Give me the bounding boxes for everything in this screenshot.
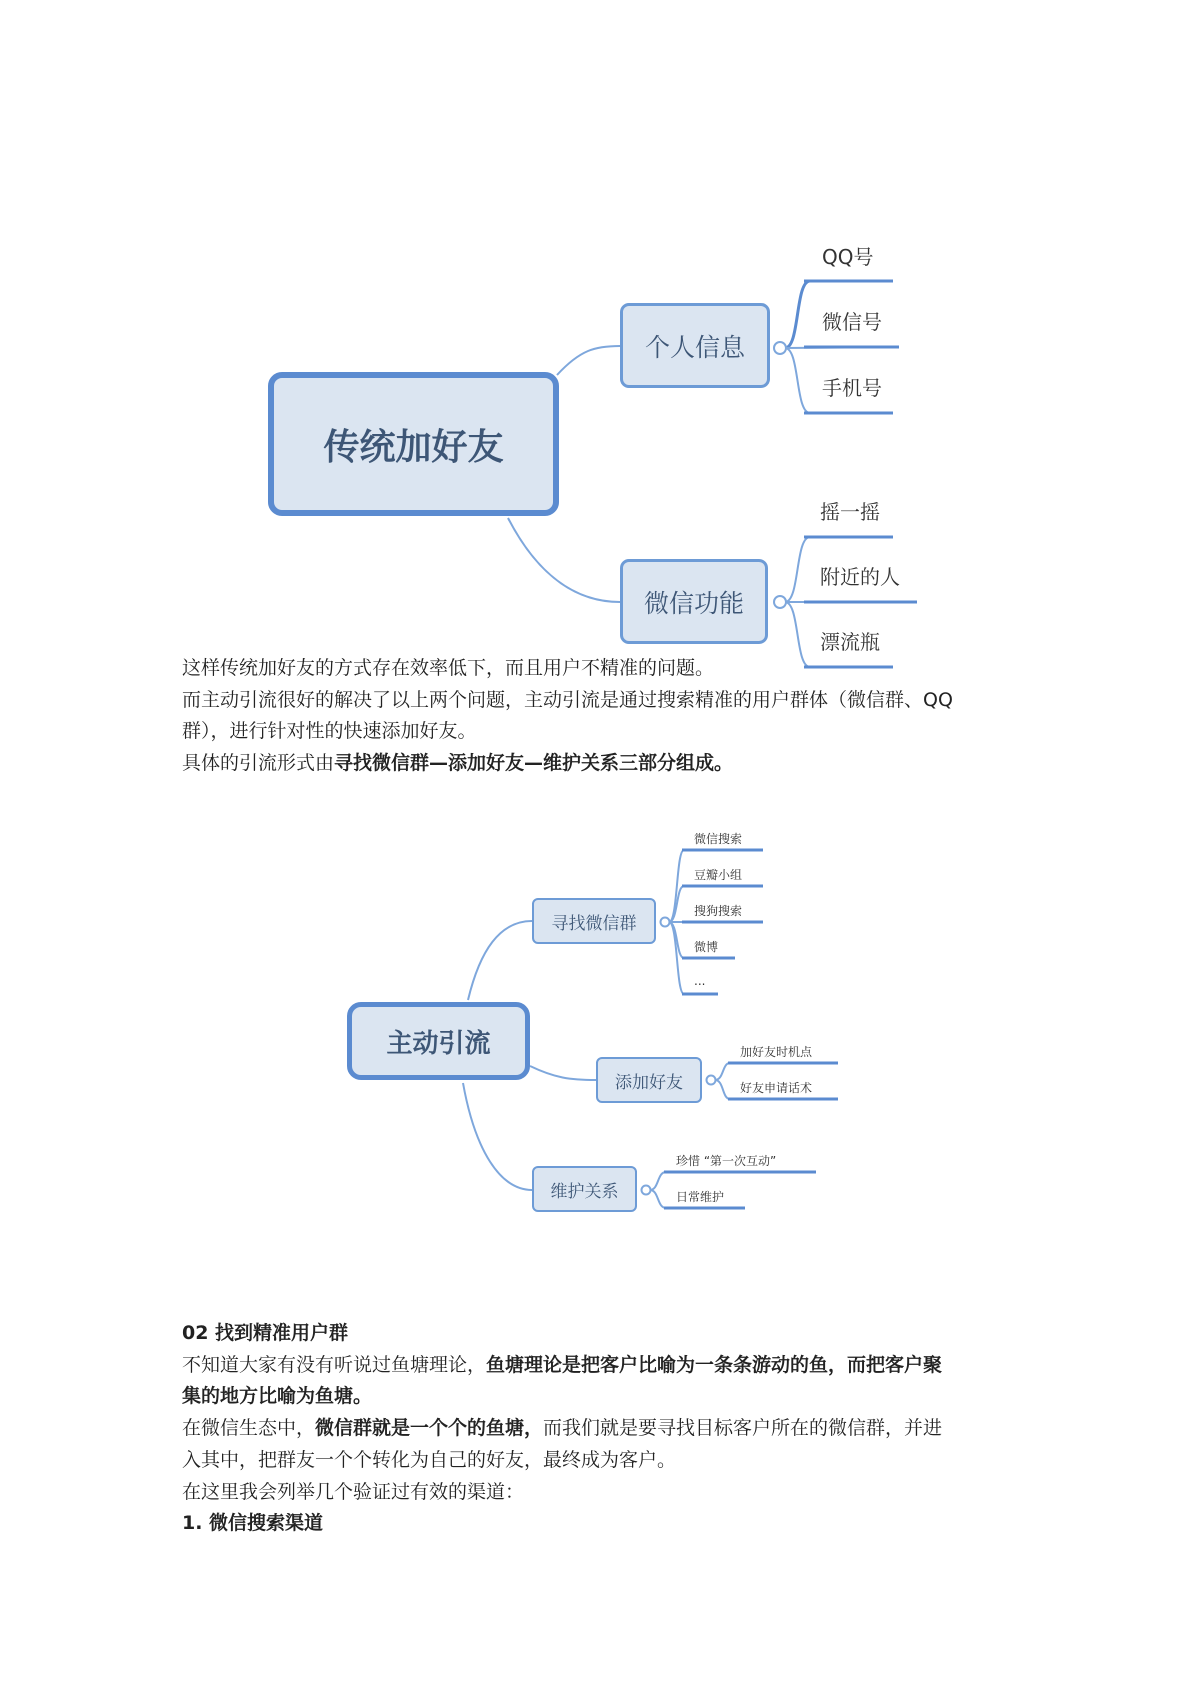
mindmap2-root: 主动引流: [347, 1002, 530, 1080]
mindmap1-root: 传统加好友: [268, 372, 559, 516]
mindmap1-leaf: 微信号: [822, 310, 882, 334]
paragraph-line: [182, 752, 733, 774]
text: 而主动引流很好的解决了以上两个问题，主动引流是通过搜索精准的用户群体（微信群、QQ: [182, 688, 953, 711]
bold-text: 鱼塘理论是把客户比喻为一条条游动的鱼，而把客户聚: [486, 1353, 943, 1376]
text: 群），进行针对性的快速添加好友。: [182, 720, 477, 743]
mindmap2-branch-add-friends: 添加好友: [596, 1057, 702, 1103]
text: 具体的引流形式由: [182, 752, 335, 775]
paragraph-line: [182, 1512, 323, 1534]
mindmap2-leaf: 微信搜索: [694, 832, 743, 846]
paragraph-line: [182, 1354, 942, 1376]
mindmap2-leaf: 微博: [694, 940, 719, 954]
text: 在这里我会列举几个验证过有效的渠道：: [182, 1480, 525, 1503]
paragraph-line: [182, 657, 714, 679]
paragraph-line: [182, 1417, 942, 1439]
mindmap1-leaf: 漂流瓶: [820, 630, 880, 654]
mindmap1-branch-wechat-features: 微信功能: [620, 559, 768, 644]
text: 这样传统加好友的方式存在效率低下，而且用户不精准的问题。: [182, 657, 715, 679]
mindmap2-leaf: ...: [694, 974, 706, 988]
paragraph-line: [182, 1481, 524, 1503]
paragraph-line: [182, 689, 953, 711]
mindmap2-leaf: 日常维护: [676, 1190, 725, 1204]
mindmap1-branch-personal-info: 个人信息: [620, 303, 770, 388]
bold-text: 1. 微信搜索渠道: [182, 1512, 324, 1535]
text: 在微信生态中，: [182, 1417, 316, 1440]
text: 不知道大家有没有听说过鱼塘理论，: [182, 1353, 487, 1376]
text: 入其中，把群友一个个转化为自己的好友，最终成为客户。: [182, 1448, 677, 1471]
mindmap2-leaf: 珍惜 “第一次互动”: [676, 1154, 777, 1168]
mindmap1-leaf: QQ号: [822, 245, 874, 269]
mindmap2-leaf: 豆瓣小组: [694, 868, 743, 882]
bold-text: 02 找到精准用户群: [182, 1322, 349, 1344]
paragraph-line: [182, 1449, 676, 1471]
mindmap2-leaf: 搜狗搜索: [694, 904, 743, 918]
mindmap2-leaf: 好友申请话术: [740, 1081, 813, 1095]
bold-text: 寻找微信群—添加好友—维护关系三部分组成。: [334, 752, 734, 775]
mindmap2-leaf: 加好友时机点: [740, 1045, 813, 1059]
mindmap2-branch-find-groups: 寻找微信群: [532, 898, 656, 944]
paragraph-line: [182, 720, 477, 742]
mindmap1-leaf: 摇一摇: [820, 500, 880, 524]
bold-text: 集的地方比喻为鱼塘。: [182, 1385, 373, 1408]
mindmap1-leaf: 附近的人: [820, 565, 900, 589]
paragraph-line: [182, 1322, 348, 1344]
bold-text: 微信群就是一个个的鱼塘，: [315, 1417, 544, 1440]
text: 而我们就是要寻找目标客户所在的微信群，并进: [543, 1417, 943, 1440]
mindmap2-branch-maintain: 维护关系: [532, 1166, 637, 1212]
mindmap1-leaf: 手机号: [822, 376, 882, 400]
paragraph-line: [182, 1385, 372, 1407]
